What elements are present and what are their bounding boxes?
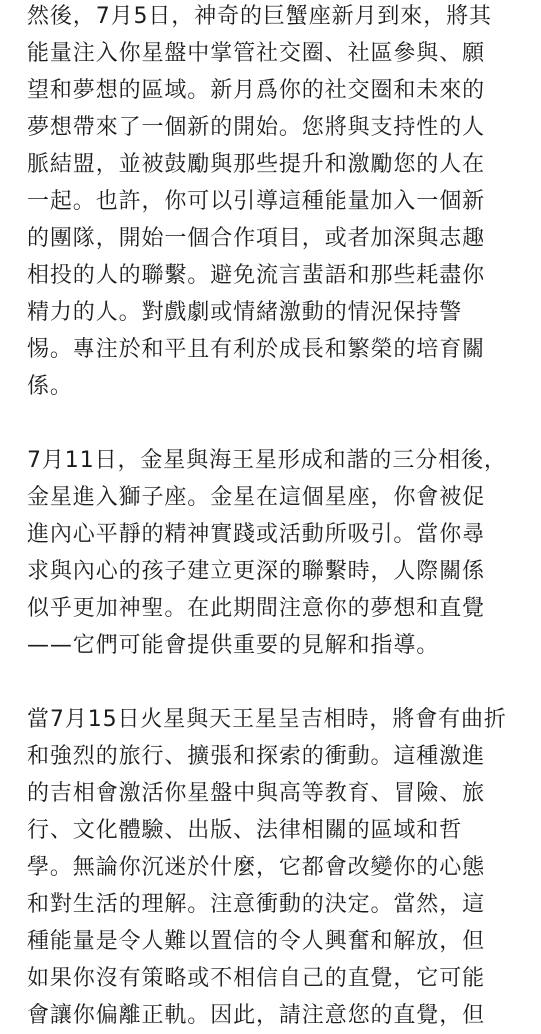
text-line: 精力的人。對戲劇或情緒激動的情況保持警 [27,300,463,325]
text-line: 的吉相會激活你星盤中與高等教育、冒險、旅 [27,781,486,806]
text-line: 惕。專注於和平且有利於成長和繁榮的培育關 [27,337,486,362]
text-line: 能量注入你星盤中掌管社交圈、社區參與、願 [27,41,486,66]
text-line: 的團隊，開始一個合作項目，或者加深與志趣 [27,226,486,251]
text-line: 夢想帶來了一個新的開始。您將與支持性的人 [27,115,486,140]
paragraph-new-moon [27,0,527,405]
text-line: 會讓你偏離正軌。因此，請注意您的直覺，但 [27,1003,486,1028]
text-line: 脈結盟，並被鼓勵與那些提升和激勵您的人在 [27,152,486,177]
paragraph-mars-uranus [27,701,527,1034]
text-line: 相投的人的聯繫。避免流言蜚語和那些耗盡你 [27,263,486,288]
text-line: 求與內心的孩子建立更深的聯繫時，人際關係 [27,559,486,584]
text-line: 一起。也許，你可以引導這種能量加入一個新 [27,189,486,214]
text-line: 和強烈的旅行、擴張和探索的衝動。這種激進 [27,744,486,769]
text-line: ——它們可能會提供重要的見解和指導。 [27,633,440,658]
paragraph-venus-leo [27,442,527,664]
text-line: 進內心平靜的精神實踐或活動所吸引。當你尋 [27,522,486,547]
text-line: 和對生活的理解。注意衝動的決定。當然，這 [27,892,486,917]
text-line: 7月11日，金星與海王星形成和諧的三分相後， [27,448,507,473]
text-line: 係。 [27,374,73,399]
text-line: 金星進入獅子座。金星在這個星座，你會被促 [27,485,486,510]
text-line: 望和夢想的區域。新月爲你的社交圈和未來的 [27,78,486,103]
text-line: 種能量是令人難以置信的令人興奮和解放，但 [27,929,486,954]
text-line: 行、文化體驗、出版、法律相關的區域和哲 [27,818,463,843]
text-line: 如果你沒有策略或不相信自己的直覺，它可能 [27,966,486,991]
text-line: 然後，7月5日，神奇的巨蟹座新月到來，將其 [27,4,492,29]
article-body [27,0,527,1034]
text-line: 學。無論你沉迷於什麼，它都會改變你的心態 [27,855,486,880]
text-line: 當7月15日火星與天王星呈吉相時，將會有曲折 [27,707,507,732]
text-line: 似乎更加神聖。在此期間注意你的夢想和直覺 [27,596,486,621]
